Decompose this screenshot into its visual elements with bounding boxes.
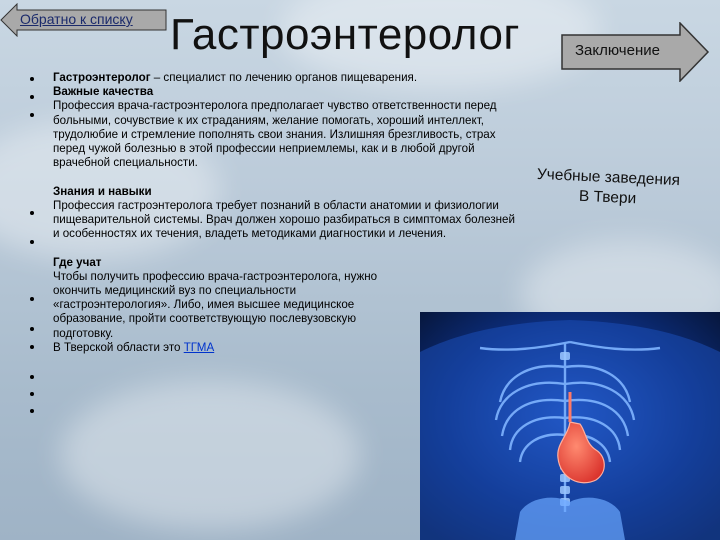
qualities-text: Профессия врача-гастроэнтеролога предполагает чувство ответственности перед больными, сочувствие к их страданиям, желание помогать, хороший интеллект, трудолюбие и стремление пополнять свои знания. Излишняя брезгливость, страх перед чужой болезнью в этой профессии неприемлемы, как и в любой другой врачебной специальности. <box>53 99 497 170</box>
intro-paragraph <box>53 71 523 85</box>
back-to-list-label[interactable]: Обратно к списку <box>20 11 133 27</box>
conclusion-button[interactable] <box>560 22 710 82</box>
bullet-icon <box>30 297 34 301</box>
bullet-icon <box>30 327 34 331</box>
bullet-icon <box>30 95 34 99</box>
study-text: Чтобы получить профессию врача-гастроэнтеролога, нужно окончить медицинский вуз по специальности «гастроэнтерология». Либо, имея высшее медицинское образование, пройти соответствующую послевузовскую подготовку. <box>53 269 378 340</box>
intro-text: – специалист по лечению органов пищеварения. <box>150 71 418 84</box>
background-cloud <box>60 380 360 530</box>
xray-body-image <box>420 312 720 540</box>
intro-term: Гастроэнтеролог <box>53 71 151 84</box>
education-callout <box>507 164 709 213</box>
xray-illustration <box>420 312 720 540</box>
bullet-icon <box>30 345 34 349</box>
bullet-icon <box>30 240 34 244</box>
bullet-icon <box>30 77 34 81</box>
skills-text: Профессия гастроэнтеролога требует познаний в области анатомии и физиологии пищеварительной системы. Врач должен хорошо разбираться в симптомах болезней и особенностях их течения, владеть методиками диагностики и лечения. <box>53 198 515 241</box>
page-title: Гастроэнтеролог <box>170 10 520 59</box>
education-line-1: Учебные заведения <box>536 165 681 190</box>
study-heading: Где учат <box>53 255 102 269</box>
bullet-icon <box>30 211 34 215</box>
bullet-icon <box>30 409 34 413</box>
education-line-2: В Твери <box>578 187 637 208</box>
back-to-list-button[interactable] <box>0 3 168 37</box>
bullet-icon <box>30 392 34 396</box>
bullet-icon <box>30 113 34 117</box>
skills-heading: Знания и навыки <box>53 184 152 198</box>
conclusion-label: Заключение <box>575 42 660 59</box>
region-text: В Тверской области это <box>53 340 184 354</box>
qualities-heading: Важные качества <box>53 85 154 99</box>
tgma-link[interactable]: ТГМА <box>183 340 215 354</box>
bullet-icon <box>30 375 34 379</box>
